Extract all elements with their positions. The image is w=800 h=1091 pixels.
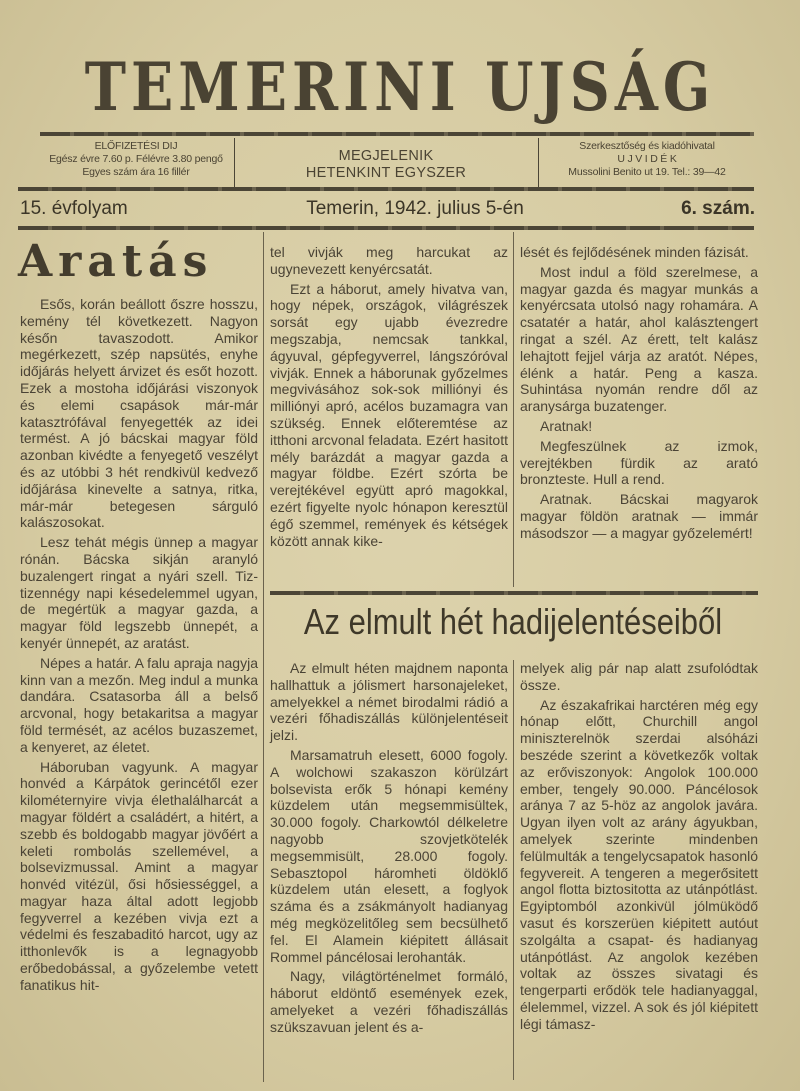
article2-column2 — [520, 660, 758, 1036]
paragraph: Nagy, világtörténelmet formáló, háborut eldöntő események ezek, amelyeket a vezéri főhadiszállás szükszavuan jelent és a- — [270, 968, 508, 1035]
article1-column3 — [520, 244, 758, 545]
office-box — [540, 140, 754, 186]
paragraph: Lesz tehát mégis ünnep a magyar rónán. Bácska sikján aranyló buzalengert ringat a nyári szell. Tiz-tizennégy napi késedelemmel ugyan, de megértük a magyar gazda, a magyar föld legszebb ünnepét, a kenyér ünnepét, az aratást. — [20, 534, 258, 651]
column-divider — [263, 232, 264, 1082]
paragraph: Most indul a föld szerelmese, a magyar gazda és magyar munkás a kenyércsata utolsó nagy rohamára. A csatatér a határ, ahol kalásztengert ringat a szél. Az érett, telt kalász lehajtott fejjel várja az aratót. Népes, élénk a határ. Peng a kasza. Suhintása nyomán rendre dől az aranysárga buzatenger. — [520, 263, 758, 415]
header-divider — [234, 138, 235, 188]
frequency-line2: HETENKINT EGYSZER — [305, 165, 467, 181]
paragraph: melyek alig pár nap alatt zsufolódtak össze. — [520, 660, 758, 693]
article-title-aratas: Aratás — [18, 236, 214, 287]
subscription-line1: Egész évre 7.60 p. Félévre 3.80 pengő — [49, 153, 223, 165]
column-divider — [513, 660, 514, 1080]
article-separator-rule — [270, 591, 758, 595]
paragraph: Megfeszülnek az izmok, verejtékben fürdik az arató bronzteste. Hull a rend. — [520, 437, 758, 488]
subscription-box — [40, 140, 232, 186]
office-city: U J V I D É K — [617, 153, 677, 165]
masthead-title: TEMERINI UJSÁG — [84, 48, 716, 126]
paragraph: Háboruban vagyunk. A magyar honvéd a Kárpátok gerincétől ezer kilométernyire vivja élethalálharcát a magyar földért a családért, a hitért, a szebb és boldogabb magyar jövőért a keleti rombolás szellemével, a bolsevizmussal. Amint a magyar honvéd vitézül, ősi hősiességgel, a magyar haza által adott legjobb fegyverrel a kezében vivja ezt a védelmi és feszabaditó harcot, ugy az itthonlevők is a legnagyobb erőbedobással, a győzelembe vetett fanatikus hit- — [20, 758, 258, 993]
volume-number: 15. évfolyam — [20, 198, 128, 219]
paragraph: Népes a határ. A falu apraja nagyja kinn van a mezőn. Meg indul a munka dandára. Csatasorba áll a belső arcvonal, hogy betakaritsa a magyar föld termését, az acélos buzaszemet, a kenyeret, az életet. — [20, 654, 258, 755]
paragraph: lését és fejlődésének minden fázisát. — [520, 244, 749, 260]
office-title: Szerkesztőség és kiadóhivatal — [579, 140, 715, 152]
issue-number: 6. szám. — [681, 198, 755, 219]
paragraph: Marsamatruh elesett, 6000 fogoly. A wolchowi szakaszon körülzárt bolsevista erők 5 hónapi kemény küzdelem után megsemmisültek, 30.000 fogoly. Charkowtól délkeletre nagyobb szovjetkötelék megsemmisült, 28.000 fogoly. Sebasztopol háromheti öldöklő küzdelem után elesett, a foglyok száma és a zsákmányolt hadianyag még megközelitőleg sem becsülhető fel. El Alamein kiépitett állásait Rommel páncélosai lerohanták. — [270, 746, 508, 965]
article1-column2 — [270, 244, 508, 552]
frequency-line1: MEGJELENIK — [338, 148, 434, 164]
article1-column1 — [20, 296, 258, 997]
paragraph: Ezt a háborut, amely hivatva van, hogy népek, országok, világrészek sorsát egy ujabb évezredre megszabja, nemcsak tankkal, ágyuval, gépfegyverrel, lángszóróval vivják. Ennek a háborunak győzelmes megvivásához sok-sok milliónyi és milliónyi apró, acélos buzamagra van szükség. Ennek előteremtése az itthoni arcvonal feladata. Ezért hasitott mély barázdát a magyar gazda a magyar földbe. Ezért szórta be verejtékével együtt apró magokkal, ezért figyelte nyolc hónapon keresztül égő szemmel, remények és kétségek között annak kike- — [270, 280, 508, 549]
header-rule-middle — [18, 187, 754, 191]
paragraph: Az északafrikai harctéren még egy hónap előtt, Churchill angol miniszterelnök szerdai alsóházi beszéde szerint a következők voltak az erőviszonyok: Angolok 100.000 ember, tengely 90.000. Páncélosok aránya 7 az 5-höz az angolok javára. Ugyan ilyen volt az arány ágyukban, amelyek szerinte mindenben felülmulták a tengelycsapatok hasonló fegyvereit. A tengeren a megerősitett angol flotta biztositotta az utánpótlást. Egyiptomból azonkivül jólmüködő vasut és korszerüen kiépitett autóut szolgálta a csapat- és hadianyag utánpótlást. Az angolok kezében voltak az összes sivatagi és tengerparti erődök tele hadianyaggal, élelemmel, vizzel. A sok és jól kiépitett légi támasz- — [520, 696, 758, 1032]
column-divider — [513, 232, 514, 587]
subscription-line2: Egyes szám ára 16 fillér — [82, 166, 190, 178]
place-date: Temerin, 1942. julius 5-én — [306, 198, 524, 219]
paragraph: Esős, korán beállott őszre hosszu, kemény tél következett. Nagyon későn tavaszodott. Amikor megérkezett, szép napsütés, enyhe időjárás helyett árvizet és esőt hozott. Ezek a mostoha időjárási viszonyok és elemi csapások már-már katasztrófával fenyegették az idei termést. A jó bácskai magyar föld azonban kivédte a fenyegető veszélyt és az utóbbi 3 hét rendkivül kedvező időjárása kinevelte a satnya, ritka, már-már betegesen sárguló kalászosokat. — [20, 296, 258, 531]
article-title-hadijelentesek: Az elmult hét hadijelentéseiből — [303, 601, 723, 642]
header-rule-bottom — [18, 226, 754, 230]
paragraph: Az elmult héten majdnem naponta hallhattuk a jólismert harsonajeleket, amelyekkel a német birodalmi rádió a vezéri főhadiszállás különjelentéseit jelzi. — [270, 660, 508, 744]
frequency-box — [236, 140, 536, 194]
article2-column1 — [270, 660, 508, 1039]
paragraph: Aratnak! — [540, 417, 593, 434]
subscription-title: ELŐFIZETÉSI DIJ — [94, 140, 178, 152]
header-rule-top — [40, 132, 754, 136]
header-divider — [538, 138, 539, 188]
paragraph: tel vivják meg harcukat az ugynevezett kenyércsatát. — [270, 244, 508, 277]
paragraph: Aratnak. Bácskai magyarok magyar földön aratnak — immár másodszor — a magyar győzelemért! — [520, 491, 758, 541]
office-address: Mussolini Benito ut 19. Tel.: 39—42 — [568, 166, 726, 178]
